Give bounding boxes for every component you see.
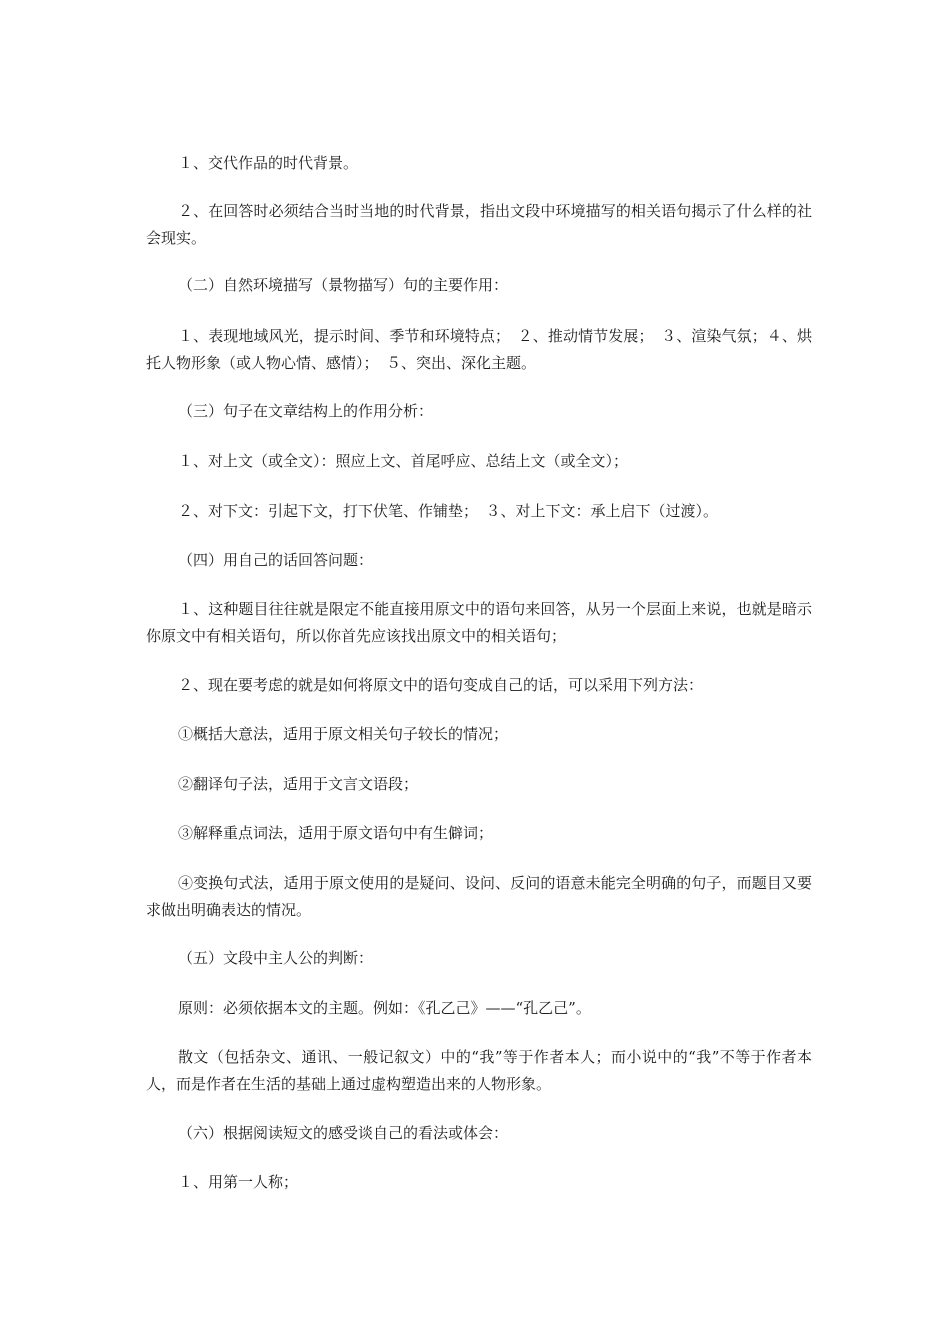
paragraph-10: １、用第一人称；: [178, 1173, 299, 1191]
section-heading-2: （二）自然环境描写（景物描写）句的主要作用：: [178, 276, 509, 294]
section-heading-6: （六）根据阅读短文的感受谈自己的看法或体会：: [178, 1124, 509, 1142]
method-4: ④变换句式法，适用于原文使用的是疑问、设问、反问的语意未能完全明确的句子，而题目又要求做出明确表达的情况。: [146, 874, 812, 919]
method-2: ②翻译句子法，适用于文言文语段；: [178, 775, 419, 793]
paragraph-1: １、交代作品的时代背景。: [178, 154, 359, 172]
paragraph-8: 原则：必须依据本文的主题。例如：《孔乙己》——“孔乙己”。: [178, 999, 591, 1017]
paragraph-2: ２、在回答时必须结合当时当地的时代背景，指出文段中环境描写的相关语句揭示了什么样的社会现实。: [146, 202, 812, 247]
method-1: ①概括大意法，适用于原文相关句子较长的情况；: [178, 725, 509, 743]
paragraph-3: １、表现地域风光，提示时间、季节和环境特点； ２、推动情节发展； ３、渲染气氛；４、烘托人物形象（或人物心情、感情）； ５、突出、深化主题。: [146, 327, 812, 372]
paragraph-4: １、对上文（或全文）：照应上文、首尾呼应、总结上文（或全文）；: [178, 452, 629, 470]
section-heading-4: （四）用自己的话回答问题：: [178, 551, 374, 569]
paragraph-9: 散文（包括杂文、通讯、一般记叙文）中的“我”等于作者本人；而小说中的“我”不等于作者本人，而是作者在生活的基础上通过虚构塑造出来的人物形象。: [146, 1048, 812, 1093]
method-3: ③解释重点词法，适用于原文语句中有生僻词；: [178, 824, 494, 842]
section-heading-5: （五）文段中主人公的判断：: [178, 949, 374, 967]
section-heading-3: （三）句子在文章结构上的作用分析：: [178, 402, 434, 420]
paragraph-5: ２、对下文：引起下文，打下伏笔、作铺垫； ３、对上下文：承上启下（过渡）。: [178, 502, 719, 520]
paragraph-7: ２、现在要考虑的就是如何将原文中的语句变成自己的话，可以采用下列方法：: [178, 676, 704, 694]
paragraph-6: １、这种题目往往就是限定不能直接用原文中的语句来回答，从另一个层面上来说，也就是暗示你原文中有相关语句，所以你首先应该找出原文中的相关语句；: [146, 600, 812, 645]
